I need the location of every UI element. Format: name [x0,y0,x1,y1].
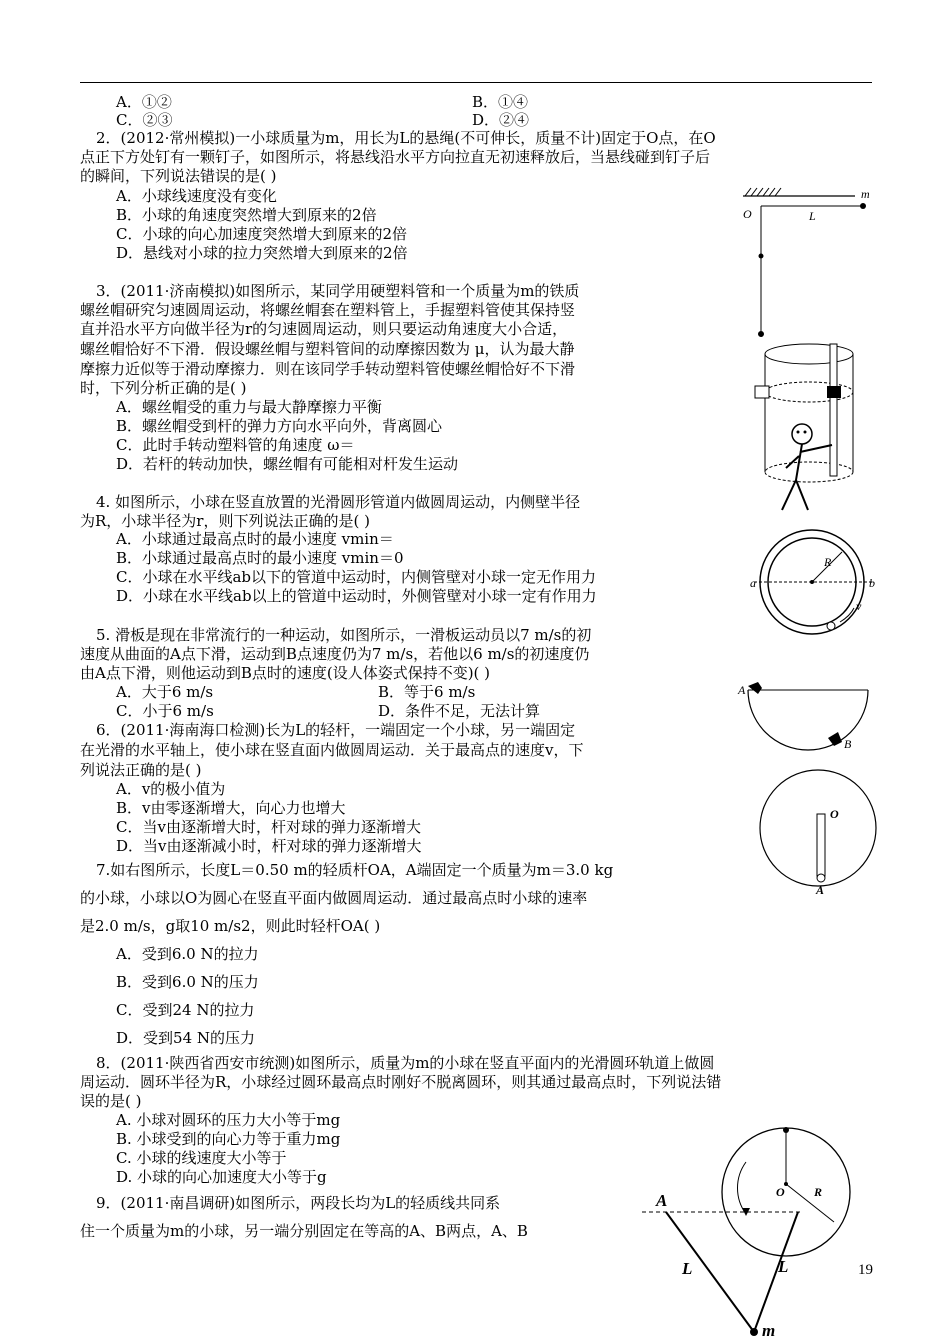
q7-option-b: B．受到6.0 N的压力 [116,973,259,991]
q4-fig-label-b: b [869,576,875,590]
q9-fig-label-a: A [656,1191,668,1210]
q3-stem-line-5: 摩擦力近似等于滑动摩擦力．则在该同学手转动塑料管使螺丝帽恰好不下滑 [80,360,576,378]
q8-fig-label-r: R [814,1185,823,1199]
q4-option-a: A．小球通过最高点时的最小速度 vmin＝ [116,530,394,548]
q8-fig-label-o: O [776,1185,785,1199]
q9-fig-label-l2: L [778,1257,789,1276]
q6-option-b: B．v由零逐渐增大，向心力也增大 [116,799,346,817]
q8-stem-line-2: 周运动．圆环半径为R，小球经过圆环最高点时刚好不脱离圆环，则其通过最高点时，下列说法错 [80,1073,722,1091]
q3-option-d: D．若杆的转动加快，螺丝帽有可能相对杆发生运动 [116,455,459,473]
q5-fig-label-a: A [738,683,746,697]
q4-option-c: C．小球在水平线ab以下的管道中运动时，内侧管壁对小球一定无作用力 [116,568,597,586]
q2-option-d: D．悬线对小球的拉力突然增大到原来的2倍 [116,244,408,262]
q5-option-d: D．条件不足，无法计算 [378,702,541,720]
q2-stem-line-3: 的瞬间，下列说法错误的是( ) [80,167,277,185]
q6-fig-label-o: O [830,807,839,821]
q8-option-c: C. 小球的线速度大小等于 [116,1149,287,1167]
q5-option-b: B．等于6 m/s [378,683,476,701]
q2-stem-line-1: 2．(2012·常州模拟)一小球质量为m，用长为L的悬绳(不可伸长，质量不计)固定于O点，在O [96,129,716,147]
q8-option-b: B. 小球受到的向心力等于重力mg [116,1130,341,1148]
q5-option-c: C．小于6 m/s [116,702,214,720]
q2-stem-line-2: 点正下方处钉有一颗钉子，如图所示，将悬线沿水平方向拉直无初速释放后，当悬线碰到钉子后 [80,148,711,166]
q2-pendulum-figure [735,180,885,340]
q7-stem-line-3: 是2.0 m/s，g取10 m/s2，则此时轻杆OA( ) [80,917,381,935]
q5-fig-label-b: B [844,737,852,751]
q1-option-d: D．②④ [472,111,530,129]
q7-option-a: A．受到6.0 N的拉力 [116,945,259,963]
q4-option-b: B．小球通过最高点时的最小速度 vmin＝0 [116,549,404,567]
header-rule [80,82,872,83]
q9-two-strings-figure [622,1188,822,1340]
q9-stem-line-1: 9．(2011·南昌调研)如图所示，两段长均为L的轻质线共同系 [96,1194,501,1212]
q3-option-b: B．螺丝帽受到杆的弹力方向水平向外，背离圆心 [116,417,443,435]
q6-stem-line-3: 列说法正确的是( ) [80,761,202,779]
q8-stem-line-1: 8．(2011·陕西省西安市统测)如图所示，质量为m的小球在竖直平面内的光滑圆环轨道上做圆 [96,1054,715,1072]
q5-stem-line-1: 5. 滑板是现在非常流行的一种运动，如图所示，一滑板运动员以7 m/s的初 [96,626,592,644]
q4-fig-label-r: R [824,555,832,569]
q3-spinning-tube-figure [752,340,872,515]
q7-rod-circle-figure [756,766,878,896]
q2-option-a: A．小球线速度没有变化 [116,187,277,205]
q3-stem-line-3: 直并沿水平方向做半径为r的匀速圆周运动，则只要运动角速度大小合适， [80,320,568,338]
q6-stem-line-2: 在光滑的水平轴上，使小球在竖直面内做圆周运动．关于最高点的速度v，下 [80,741,584,759]
q4-option-d: D．小球在水平线ab以上的管道中运动时，外侧管壁对小球一定有作用力 [116,587,597,605]
q8-option-d: D. 小球的向心加速度大小等于g [116,1168,327,1186]
q2-fig-label-l: L [809,209,816,223]
q3-stem-line-6: 时，下列分析正确的是( ) [80,379,247,397]
q3-stem-line-2: 螺丝帽研究匀速圆周运动，将螺丝帽套在塑料管上，手握塑料管使其保持竖 [80,301,576,319]
q9-stem-line-2: 住一个质量为m的小球，另一端分别固定在等高的A、B两点，A、B [80,1222,528,1240]
q6-option-d: D．当v由逐渐减小时，杆对球的弹力逐渐增大 [116,837,422,855]
q3-option-c: C．此时手转动塑料管的角速度 ω＝ [116,436,355,454]
q2-fig-label-o: O [743,207,752,221]
page-number: 19 [858,1262,873,1278]
q7-stem-line-1: 7.如右图所示，长度L＝0.50 m的轻质杆OA，A端固定一个质量为m＝3.0 kg [96,861,614,879]
q5-stem-line-3: 由A点下滑，则他运动到B点时的速度(设人体姿式保持不变)( ) [80,664,491,682]
q9-fig-label-m: m [762,1321,776,1340]
q2-option-c: C．小球的向心加速度突然增大到原来的2倍 [116,225,408,243]
q7-option-c: C．受到24 N的拉力 [116,1001,255,1019]
q8-stem-line-3: 误的是( ) [80,1092,142,1110]
q5-skateboard-curve-figure [736,678,876,768]
q4-circular-tube-figure [748,522,878,642]
q3-stem-line-4: 螺丝帽恰好不下滑．假设螺丝帽与塑料管间的动摩擦因数为 μ，认为最大静 [80,340,575,358]
q4-fig-label-a: a [750,576,756,590]
q4-stem-line-2: 为R，小球半径为r，则下列说法正确的是( ) [80,512,370,530]
q4-fig-label-v: v [856,599,862,613]
q1-option-c: C．②③ [116,111,173,129]
q1-option-a: A．①② [116,93,172,111]
q2-fig-label-m: m [861,187,870,201]
q4-stem-line-1: 4. 如图所示，小球在竖直放置的光滑圆形管道内做圆周运动，内侧壁半径 [96,493,581,511]
q5-option-a: A．大于6 m/s [116,683,214,701]
q7-stem-line-2: 的小球，小球以O为圆心在竖直平面内做圆周运动．通过最高点时小球的速率 [80,889,588,907]
q6-option-c: C．当v由逐渐增大时，杆对球的弹力逐渐增大 [116,818,421,836]
q3-option-a: A．螺丝帽受的重力与最大静摩擦力平衡 [116,398,382,416]
q2-option-b: B．小球的角速度突然增大到原来的2倍 [116,206,377,224]
q5-stem-line-2: 速度从曲面的A点下滑，运动到B点速度仍为7 m/s，若他以6 m/s的初速度仍 [80,645,590,663]
q3-stem-line-1: 3．(2011·济南模拟)如图所示，某同学用硬塑料管和一个质量为m的铁质 [96,282,580,300]
q6-fig-label-a: A [816,883,825,896]
q9-fig-label-l1: L [682,1259,693,1278]
q7-option-d: D．受到54 N的压力 [116,1029,256,1047]
q6-stem-line-1: 6．(2011·海南海口检测)长为L的轻杆，一端固定一个小球，另一端固定 [96,721,576,739]
q8-option-a: A. 小球对圆环的压力大小等于mg [116,1111,341,1129]
q1-option-b: B．①④ [472,93,529,111]
q6-option-a: A．v的极小值为 [116,780,226,798]
